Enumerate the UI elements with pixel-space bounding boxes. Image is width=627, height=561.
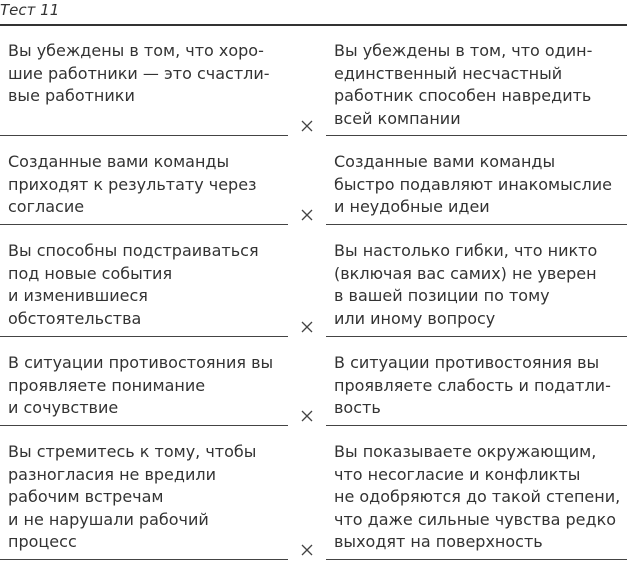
statement-right-5: Вы показываете окружающим, что несогласие и конфликты не одобряются до такой степени, что даже сильные чувства редко выходят на поверхность <box>334 442 621 551</box>
statement-right-3: Вы настолько гибки, что никто (включая вас самих) не уверен в вашей позиции по тому или иному вопросу <box>334 241 598 328</box>
statement-left-2: Созданные вами команды приходят к результату через согласие <box>8 152 257 216</box>
statement-right-4: В ситуации противостояния вы проявляете слабость и податли- вость <box>334 353 611 417</box>
test-title: Тест 11 <box>0 1 60 19</box>
statement-row-3 <box>0 226 627 337</box>
row-rule-left-5 <box>0 559 288 560</box>
row-rule-left-4 <box>0 425 288 426</box>
row-rule-left-3 <box>0 336 288 337</box>
row-rule-left-2 <box>0 224 288 225</box>
statement-left-5: Вы стремитесь к тому, чтобы разногласия не вредили рабочим встречам и не нарушали рабочий процесс <box>8 442 257 551</box>
statement-row-5 <box>0 427 627 560</box>
row-rule-right-2 <box>326 224 627 225</box>
cross-icon <box>300 208 314 222</box>
statement-left-1: Вы убеждены в том, что хоро- шие работники — это счастли- вые работники <box>8 41 270 105</box>
statement-row-2 <box>0 137 627 225</box>
row-rule-right-4 <box>326 425 627 426</box>
statement-row-1 <box>0 26 627 136</box>
statement-right-2: Созданные вами команды быстро подавляют инакомыслие и неудобные идеи <box>334 152 613 216</box>
statement-left-4: В ситуации противостояния вы проявляете понимание и сочувствие <box>8 353 274 417</box>
cross-icon <box>300 119 314 133</box>
row-rule-right-5 <box>326 559 627 560</box>
row-rule-right-3 <box>326 336 627 337</box>
statement-right-1: Вы убеждены в том, что один- единственный несчастный работник способен навредить всей компании <box>334 41 593 128</box>
row-rule-right-1 <box>326 135 627 136</box>
row-rule-left-1 <box>0 135 288 136</box>
statement-left-3: Вы способны подстраиваться под новые события и изменившиеся обстоятельства <box>8 241 259 328</box>
cross-icon <box>300 409 314 423</box>
statement-row-4 <box>0 338 627 426</box>
cross-icon <box>300 320 314 334</box>
cross-icon <box>300 543 314 557</box>
